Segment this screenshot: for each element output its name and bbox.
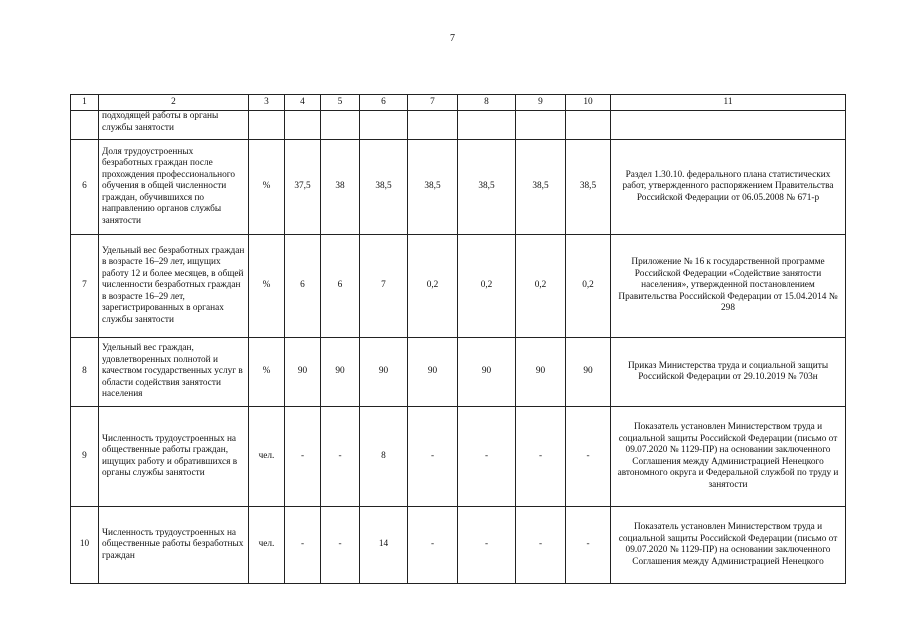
value-cell: - bbox=[408, 507, 458, 584]
value-cell: 90 bbox=[458, 338, 516, 407]
indicator-name-cell: Удельный вес безработных граждан в возрасте 16–29 лет, ищущих работу 12 и более месяцев, в общей численности безработных граждан в возрасте 16–29 лет, зарегистрированных в органах службы занятости bbox=[99, 235, 249, 338]
table-row bbox=[71, 140, 846, 235]
value-cell: 7 bbox=[360, 235, 408, 338]
indicator-name-cell: Численность трудоустроенных на общественные работы безработных граждан bbox=[99, 507, 249, 584]
value-cell: 0,2 bbox=[516, 235, 566, 338]
table-row bbox=[71, 507, 846, 584]
value-cell: 6 bbox=[285, 235, 321, 338]
value-cell: - bbox=[458, 507, 516, 584]
indicator-name-cell: Удельный вес граждан, удовлетворенных полнотой и качеством государственных услуг в области содействия занятости населения bbox=[99, 338, 249, 407]
value-cell bbox=[566, 111, 611, 140]
indicator-name-cell: подходящей работы в органы службы занятости bbox=[99, 111, 249, 140]
value-cell: - bbox=[458, 407, 516, 507]
value-cell: - bbox=[516, 507, 566, 584]
value-cell: 0,2 bbox=[458, 235, 516, 338]
value-cell: 0,2 bbox=[408, 235, 458, 338]
value-cell: - bbox=[285, 507, 321, 584]
value-cell: 14 bbox=[360, 507, 408, 584]
source-cell: Приложение № 16 к государственной программе Российской Федерации «Содействие занятости населения», утвержденной постановлением Правительства Российской Федерации от 15.04.2014 № 298 bbox=[611, 235, 846, 338]
unit-cell: чел. bbox=[249, 507, 285, 584]
row-number-cell: 9 bbox=[71, 407, 99, 507]
source-cell: Раздел 1.30.10. федерального плана статистических работ, утвержденного распоряжением Правительства Российской Федерации от 06.05.2008 № 671-р bbox=[611, 140, 846, 235]
value-cell: 38,5 bbox=[566, 140, 611, 235]
value-cell: - bbox=[408, 407, 458, 507]
value-cell: 90 bbox=[285, 338, 321, 407]
source-cell bbox=[611, 111, 846, 140]
header-cell: 11 bbox=[611, 95, 846, 111]
value-cell: - bbox=[566, 407, 611, 507]
table-row bbox=[71, 235, 846, 338]
header-cell: 1 bbox=[71, 95, 99, 111]
value-cell: 90 bbox=[566, 338, 611, 407]
value-cell: 8 bbox=[360, 407, 408, 507]
row-number-cell: 6 bbox=[71, 140, 99, 235]
row-number-cell bbox=[71, 111, 99, 140]
header-cell: 4 bbox=[285, 95, 321, 111]
page-number: 7 bbox=[450, 33, 455, 44]
row-number-cell: 10 bbox=[71, 507, 99, 584]
value-cell: 90 bbox=[516, 338, 566, 407]
source-cell: Показатель установлен Министерством труда и социальной защиты Российской Федерации (письмо от 09.07.2020 № 1129-ПР) на основании заключенного Соглашения между Администрацией Ненецкого автономного округа и Федеральной службой по труду и занятости bbox=[611, 407, 846, 507]
value-cell: 90 bbox=[408, 338, 458, 407]
value-cell bbox=[408, 111, 458, 140]
unit-cell bbox=[249, 111, 285, 140]
value-cell bbox=[285, 111, 321, 140]
row-number-cell: 8 bbox=[71, 338, 99, 407]
unit-cell: % bbox=[249, 338, 285, 407]
value-cell: 90 bbox=[360, 338, 408, 407]
indicator-name-cell: Доля трудоустроенных безработных граждан после прохождения профессионального обучения в общей численности граждан, обучившихся по направлению органов службы занятости bbox=[99, 140, 249, 235]
value-cell: - bbox=[321, 507, 360, 584]
header-cell: 7 bbox=[408, 95, 458, 111]
indicators-table bbox=[70, 94, 846, 584]
header-cell: 5 bbox=[321, 95, 360, 111]
value-cell: 0,2 bbox=[566, 235, 611, 338]
value-cell bbox=[321, 111, 360, 140]
value-cell: 90 bbox=[321, 338, 360, 407]
table-row bbox=[71, 338, 846, 407]
value-cell: 38,5 bbox=[516, 140, 566, 235]
value-cell: 38 bbox=[321, 140, 360, 235]
header-cell: 10 bbox=[566, 95, 611, 111]
value-cell: 38,5 bbox=[458, 140, 516, 235]
value-cell bbox=[458, 111, 516, 140]
value-cell: 37,5 bbox=[285, 140, 321, 235]
value-cell: - bbox=[321, 407, 360, 507]
value-cell: 6 bbox=[321, 235, 360, 338]
unit-cell: чел. bbox=[249, 407, 285, 507]
source-cell: Показатель установлен Министерством труда и социальной защиты Российской Федерации (письмо от 09.07.2020 № 1129-ПР) на основании заключенного Соглашения между Администрацией Ненецкого bbox=[611, 507, 846, 584]
table-row bbox=[71, 111, 846, 140]
value-cell bbox=[360, 111, 408, 140]
row-number-cell: 7 bbox=[71, 235, 99, 338]
value-cell: - bbox=[285, 407, 321, 507]
value-cell: 38,5 bbox=[408, 140, 458, 235]
header-cell: 3 bbox=[249, 95, 285, 111]
value-cell: - bbox=[516, 407, 566, 507]
header-cell: 9 bbox=[516, 95, 566, 111]
indicator-name-cell: Численность трудоустроенных на общественные работы граждан, ищущих работу и обратившихся в органы службы занятости bbox=[99, 407, 249, 507]
unit-cell: % bbox=[249, 235, 285, 338]
value-cell: - bbox=[566, 507, 611, 584]
unit-cell: % bbox=[249, 140, 285, 235]
header-cell: 6 bbox=[360, 95, 408, 111]
header-cell: 2 bbox=[99, 95, 249, 111]
value-cell bbox=[516, 111, 566, 140]
header-row bbox=[71, 95, 846, 111]
value-cell: 38,5 bbox=[360, 140, 408, 235]
source-cell: Приказ Министерства труда и социальной защиты Российской Федерации от 29.10.2019 № 703н bbox=[611, 338, 846, 407]
header-cell: 8 bbox=[458, 95, 516, 111]
table-row bbox=[71, 407, 846, 507]
